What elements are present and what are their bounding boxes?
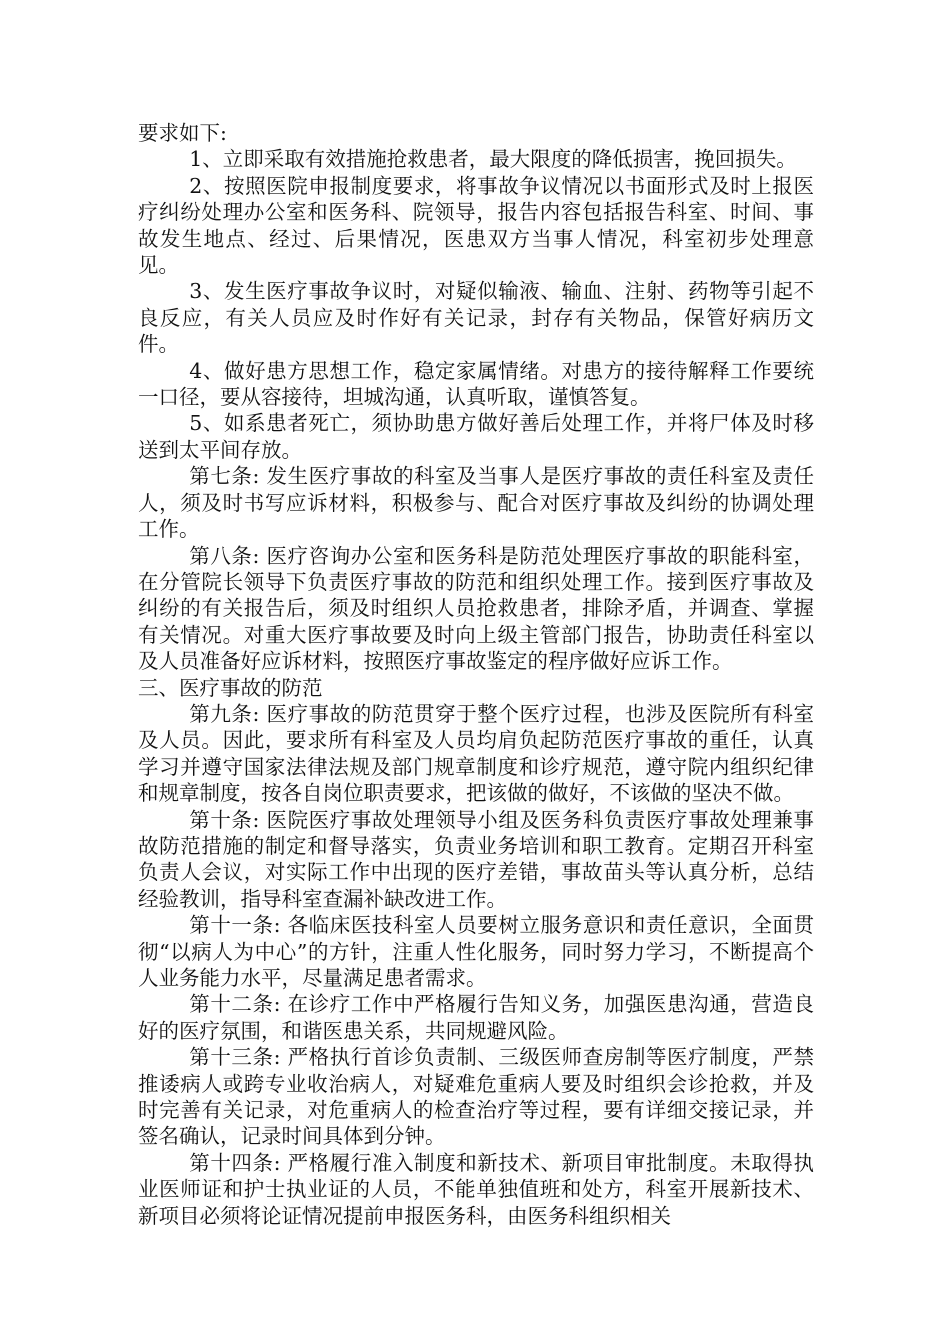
- article-14: 第十四条: 严格履行准入制度和新技术、新项目审批制度。未取得执业医师证和护士执业证的人员，不能单独值班和处方，科室开展新技术、新项目必须将论证情况提前申报医务科，由医务科组织相关: [138, 1150, 814, 1228]
- article-9: 第九条: 医疗事故的防范贯穿于整个医疗过程，也涉及医院所有科室及人员。因此，要求所有科室及人员均肩负起防范医疗事故的重任，认真学习并遵守国家法律法规及部门规章制度和诊疗规范，遵守院内组织纪律和规章制度，按各自岗位职责要求，把该做的做好，不该做的坚决不做。: [138, 701, 814, 806]
- article-12: 第十二条: 在诊疗工作中严格履行告知义务，加强医患沟通，营造良好的医疗氛围，和谐医患关系，共同规避风险。: [138, 992, 814, 1043]
- document-page: [138, 120, 814, 1229]
- article-7: 第七条: 发生医疗事故的科室及当事人是医疗事故的责任科室及责任人，须及时书写应诉材料，积极参与、配合对医疗事故及纠纷的协调处理工作。: [138, 464, 814, 542]
- article-13: 第十三条: 严格执行首诊负责制、三级医师查房制等医疗制度，严禁推诿病人或跨专业收治病人，对疑难危重病人要及时组织会诊抢救，并及时完善有关记录，对危重病人的检查治疗等过程，要有详细交接记录，并签名确认，记录时间具体到分钟。: [138, 1045, 814, 1149]
- section-heading: 三、医疗事故的防范: [138, 675, 323, 700]
- article-8: 第八条: 医疗咨询办公室和医务科是防范处理医疗事故的职能科室，在分管院长领导下负责医疗事故的防范和组织处理工作。接到医疗事故及纠纷的有关报告后，须及时组织人员抢救患者，排除矛盾，并调查、掌握有关情况。对重大医疗事故要及时向上级主管部门报告，协助责任科室以及人员准备好应诉材料，按照医疗事故鉴定的程序做好应诉工作。: [138, 543, 814, 674]
- list-item-4: 4、做好患方思想工作，稳定家属情绪。对患方的接待解释工作要统一口径，要从容接待，坦城沟通，认真听取，谨慎答复。: [138, 358, 814, 410]
- list-item-5: 5、如系患者死亡，须协助患方做好善后处理工作，并将尸体及时移送到太平间存放。: [138, 411, 814, 462]
- section-intro: 要求如下:: [138, 121, 227, 145]
- list-item-2: 2、按照医院申报制度要求，将事故争议情况以书面形式及时上报医疗纠纷处理办公室和医务科、院领导，报告内容包括报告科室、时间、事故发生地点、经过、后果情况，医患双方当事人情况，科室初步处理意见。: [138, 173, 814, 278]
- article-10: 第十条: 医院医疗事故处理领导小组及医务科负责医疗事故处理兼事故防范措施的制定和督导落实，负责业务培训和职工教育。定期召开科室负责人会议，对实际工作中出现的医疗差错，事故苗头等认真分析，总结经验教训，指导科室查漏补缺改进工作。: [138, 807, 814, 911]
- list-item-1: 1、立即采取有效措施抢救患者，最大限度的降低损害，挽回损失。: [189, 147, 797, 172]
- article-11: 第十一条: 各临床医技科室人员要树立服务意识和责任意识，全面贯彻“以病人为中心”的方针，注重人性化服务，同时努力学习，不断提高个人业务能力水平，尽量满足患者需求。: [138, 913, 814, 990]
- list-item-3: 3、发生医疗事故争议时，对疑似输液、输血、注射、药物等引起不良反应，有关人员应及时作好有关记录，封存有关物品，保管好病历文件。: [138, 279, 814, 357]
